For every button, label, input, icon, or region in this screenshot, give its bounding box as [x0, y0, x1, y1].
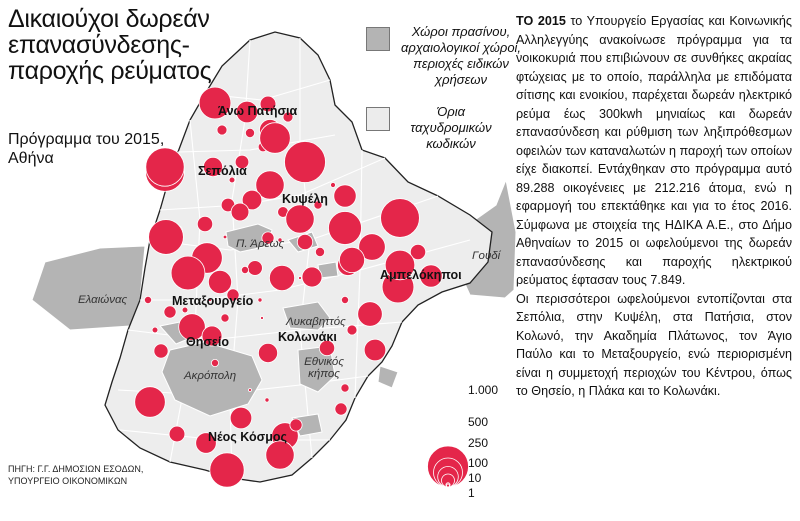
bubble — [329, 212, 362, 245]
bubble — [221, 314, 229, 322]
legend-postal-label: Όρια ταχυδρομικών κωδικών — [410, 104, 492, 151]
bubble — [341, 384, 349, 392]
bubble — [364, 339, 386, 361]
label-akropoli: Ακρόπολη — [184, 370, 237, 382]
size-legend-label-1000: 1.000 — [468, 383, 499, 397]
bubble — [258, 343, 277, 362]
label-p-areos: Π. Άρεως — [236, 238, 285, 250]
elaionas-area — [32, 246, 145, 330]
bubble — [297, 234, 312, 249]
bubble — [249, 389, 252, 392]
bubble — [358, 302, 383, 327]
bubble — [285, 142, 326, 183]
bubble — [339, 247, 364, 272]
bubble — [169, 426, 185, 442]
size-legend-label-10: 10 — [468, 471, 482, 485]
bubble — [223, 235, 227, 239]
bubble — [171, 256, 205, 290]
bubble — [197, 216, 212, 231]
bubble — [144, 296, 151, 303]
bubble — [258, 298, 262, 302]
legend-green-swatch — [366, 27, 390, 51]
size-legend-bubble — [447, 484, 450, 487]
label-kypseli: Κυψέλη — [282, 192, 328, 206]
bubble — [315, 247, 324, 256]
size-legend-label-250: 250 — [468, 436, 489, 450]
bubble — [302, 267, 322, 287]
bubble — [230, 407, 252, 429]
bubble — [347, 325, 357, 335]
legend-green — [366, 24, 526, 88]
bubble — [335, 403, 347, 415]
size-legend — [428, 446, 469, 487]
legend-postal — [366, 104, 506, 152]
bubble — [286, 205, 314, 233]
bubble — [341, 296, 348, 303]
bubble — [152, 327, 158, 333]
bubble — [211, 359, 218, 366]
legend-postal-swatch — [366, 107, 390, 131]
bubble — [269, 265, 294, 290]
source-note: ΠΗΓΗ: Γ.Γ. ΔΗΜΟΣΙΩΝ ΕΣΟΔΩΝ, ΥΠΟΥΡΓΕΙΟ ΟΙΚΟΝΟΜΙΚΩΝ — [8, 464, 144, 486]
map-title: Δικαιούχοι δωρεάν επανασύνδεσης- παροχής ρεύματος — [8, 5, 212, 85]
bubble — [260, 123, 291, 154]
bubble — [149, 220, 184, 255]
bubble — [261, 317, 264, 320]
label-ampelokipoi: Αμπελόκηποι — [380, 268, 462, 282]
bubble — [381, 199, 420, 238]
bubble — [265, 398, 269, 402]
bubble — [135, 387, 166, 418]
bubble — [210, 453, 244, 487]
bubble — [299, 277, 302, 280]
bubble — [245, 128, 254, 137]
bubble — [241, 266, 248, 273]
label-kolonaki: Κολωνάκι — [278, 330, 337, 344]
bubble — [290, 419, 302, 431]
athens-municipality — [105, 32, 492, 482]
size-legend-label-100: 100 — [468, 456, 489, 470]
label-neos-kosmos: Νέος Κόσμος — [208, 430, 287, 444]
article-text — [516, 12, 792, 401]
legend-green-label: Χώροι πρασίνου, αρχαιολογικοί χώροι, περιοχές ειδικών χρήσεων — [400, 24, 522, 87]
label-theseio: Θησείο — [186, 335, 229, 349]
article-body-1: το Υπουργείο Εργασίας και Κοινωνικής Αλληλεγγύης ανακοίνωσε πρόγραμμα για τα νοικοκυριά που επιβιώνουν σε συνθήκες ακραίας φτώχειας με το οποίο, παράλληλα με επιδόματα σίτισης και ενοικίου, παρέχεται δωρεάν ηλεκτρικό ρεύμα έως 300kwh μηνιαίως και δωρεάν επανασύνδεση και ρύθμιση των ληξιπρόθεσμων οφειλών των καταναλωτών η παροχή των οποίων είχε διακοπεί. Εντάχθηκαν στο πρόγραμμα αυτό 89.288 οικογένειες με 212.216 άτομα, ενώ η εφαρμογή του επεκτάθηκε και για το έτος 2016. Σύμφωνα με στοιχεία της ΗΔΙΚΑ Α.Ε., στο Δήμο Αθηναίων το 2015 οι ωφελούμενοι της δωρεάν επανασύνδεσης και παροχής ηλεκτρικού ρεύματος έφτασαν τους 7.849. — [516, 14, 792, 287]
label-lykavittos: Λυκαβηττός — [286, 316, 346, 328]
cemetery-area — [378, 366, 398, 388]
label-elaionas: Ελαιώνας — [78, 294, 128, 306]
label-sepolia: Σεπόλια — [198, 164, 247, 178]
article-paragraph-1 — [516, 12, 792, 290]
bubble — [334, 185, 356, 207]
bubble — [154, 344, 168, 358]
label-goudi: Γουδί — [472, 250, 501, 262]
label-metaxourgeio: Μεταξουργείο — [172, 294, 254, 308]
article-paragraph-2: Οι περισσότεροι ωφελούμενοι εντοπίζονται στα Σεπόλια, στην Κυψέλη, στα Πατήσια, στον Κολωνό, την Ακαδημία Πλάτωνος, τον Άγιο Παύλο και το Μεταξουργείο, ενώ περιορισμένη είναι η συμμετοχή περιοχών του Κέντρου, όπως το Θησείο, η Πλάκα και το Κολωνάκι. — [516, 291, 792, 398]
map-subtitle: Πρόγραμμα του 2015, Αθήνα — [8, 131, 165, 167]
bubble — [217, 125, 227, 135]
label-ano-patisia: Άνω Πατήσια — [218, 104, 298, 118]
bubble — [248, 261, 263, 276]
label-ethnikos-kipos: Εθνικός κήπος — [304, 356, 344, 380]
bubble — [231, 203, 249, 221]
size-legend-label-1: 1 — [468, 486, 475, 500]
size-legend-label-500: 500 — [468, 415, 489, 429]
bubble — [331, 183, 336, 188]
bubble — [208, 270, 231, 293]
article-lead: ΤΟ 2015 — [516, 14, 566, 28]
bubble — [266, 441, 294, 469]
